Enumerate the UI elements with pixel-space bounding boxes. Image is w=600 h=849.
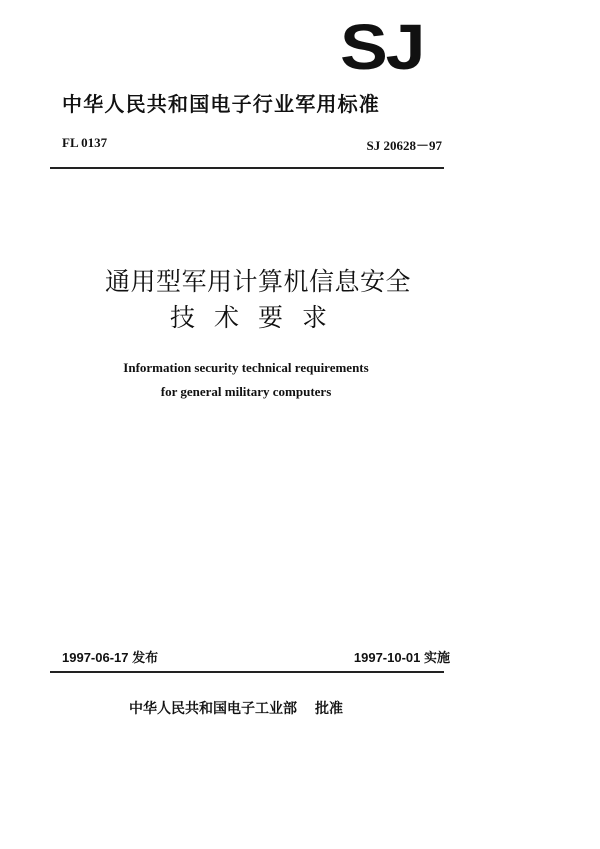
implementation-date: 1997-10-01 实施 [353, 650, 450, 665]
standard-number: SJ 20628－97 [366, 138, 442, 153]
top-divider [50, 167, 444, 169]
chinese-title-line-1: 通用型军用计算机信息安全 [104, 267, 411, 296]
issue-date: 1997-06-17 发布 [62, 650, 159, 665]
sj-logo: SJ [340, 11, 424, 83]
approval-label: 批准 [315, 701, 343, 717]
english-title-line-2: for general military computers [160, 384, 332, 399]
approval-line [129, 698, 343, 718]
standard-type-heading: 中华人民共和国电子行业军用标准 [62, 92, 380, 116]
classification-code: FL 0137 [62, 135, 108, 150]
english-title-line-1: Information security technical requirements [123, 360, 369, 375]
chinese-title-line-2: 技术要求 [169, 303, 346, 332]
bottom-divider [50, 671, 444, 673]
issuing-authority: 中华人民共和国电子工业部 [129, 701, 297, 717]
